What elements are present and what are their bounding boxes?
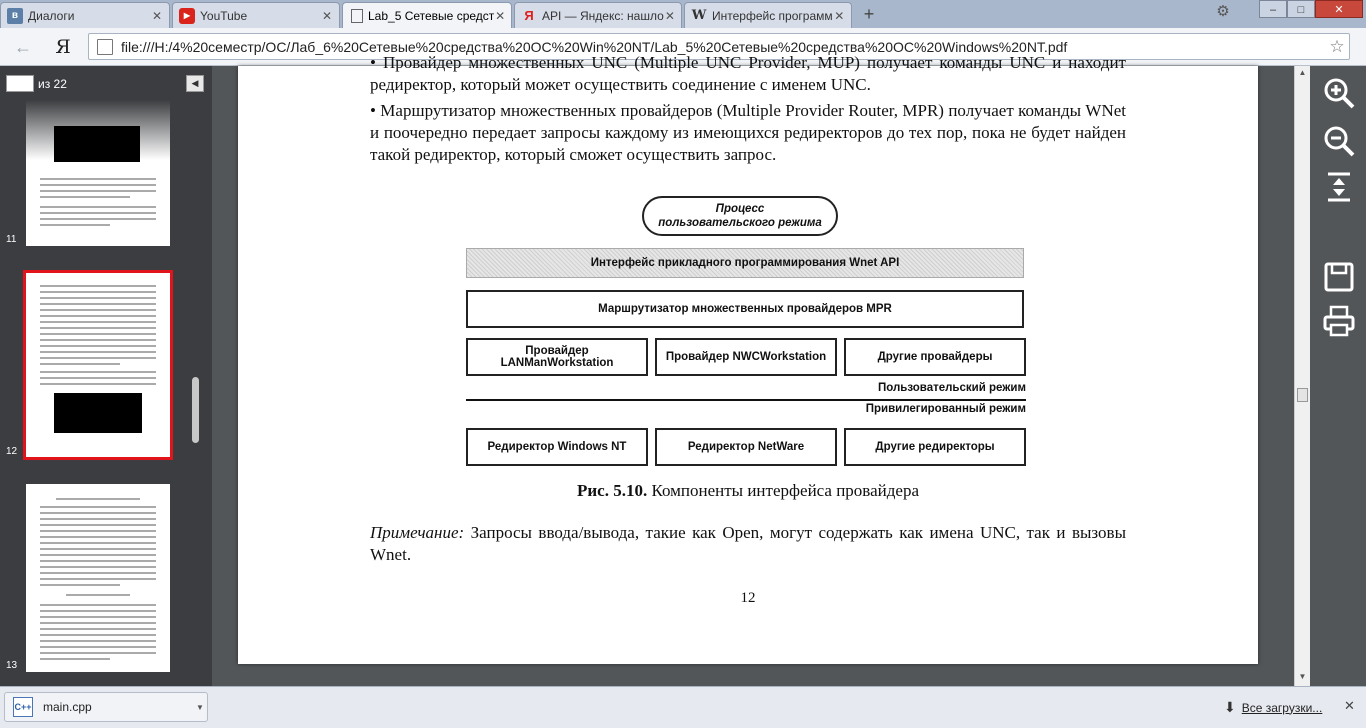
diagram-redirector-box: Редиректор NetWare — [655, 428, 837, 466]
page-icon — [97, 39, 113, 55]
close-download-bar-icon[interactable]: ✕ — [1344, 698, 1355, 713]
diagram-redirector-box: Другие редиректоры — [844, 428, 1026, 466]
page-number-input[interactable] — [6, 75, 34, 92]
diagram-redirector-box: Редиректор Windows NT — [466, 428, 648, 466]
settings-gear-icon[interactable]: ⚙ — [1216, 3, 1230, 20]
collapse-sidebar-button[interactable]: ◀ — [186, 75, 204, 92]
fit-to-page-icon[interactable] — [1322, 170, 1356, 204]
download-bar — [0, 686, 1366, 728]
diagram-mode-divider — [466, 399, 1026, 401]
download-item-main-cpp[interactable] — [4, 692, 208, 722]
close-tab-icon[interactable]: ✕ — [321, 8, 333, 23]
tab-youtube[interactable] — [172, 2, 340, 28]
page-navigator — [6, 75, 67, 92]
diagram-wnet-api-box: Интерфейс прикладного программирования Wnet API — [466, 248, 1024, 278]
yandex-button[interactable]: Я — [55, 36, 71, 58]
url-text[interactable]: file:///H:/4%20семестр/ОС/Лаб_6%20Сетевые%20средства%20ОС%20Win%20NT/Lab_5%20Сетевые%20средства%20ОС%20Windows%20NT.pdf — [121, 38, 1068, 55]
note-paragraph — [370, 522, 1126, 566]
youtube-icon: ▶ — [179, 8, 195, 24]
close-tab-icon[interactable]: ✕ — [495, 9, 506, 23]
save-icon[interactable] — [1322, 260, 1356, 294]
note-text: Запросы ввода/вывода, такие как Open, могут содержать как имена UNC, так и вызовы Wnet. — [370, 523, 1126, 564]
vk-icon: в — [7, 8, 23, 24]
diagram-process-line2: пользовательского режима — [658, 217, 822, 229]
scroll-thumb[interactable] — [1297, 388, 1308, 402]
tab-label: Интерфейс программ — [712, 8, 833, 23]
diagram-kernel-mode-label: Привилегированный режим — [865, 403, 1026, 415]
tab-dialogs[interactable] — [0, 2, 170, 28]
thumbnail-pane — [0, 66, 212, 686]
diagram-process-box — [642, 196, 838, 236]
zoom-in-icon[interactable] — [1322, 76, 1356, 110]
back-arrow-icon[interactable]: ← — [14, 37, 32, 57]
thumbnail-scrollbar[interactable] — [192, 377, 199, 443]
diagram-provider-box: Провайдер LANManWorkstation — [466, 338, 648, 376]
diagram-provider-box: Другие провайдеры — [844, 338, 1026, 376]
tab-label: API — Яндекс: нашло — [542, 8, 664, 23]
thumbnail-number: 11 — [6, 234, 17, 245]
page-thumbnail-11[interactable] — [26, 100, 170, 246]
minimize-button[interactable]: ‒ — [1259, 0, 1287, 18]
diagram-process-line1: Процесс — [715, 203, 765, 215]
thumbnail-number: 13 — [6, 660, 18, 671]
tab-label: YouTube — [200, 8, 248, 23]
tab-strip — [0, 0, 1366, 28]
print-icon[interactable] — [1322, 304, 1356, 338]
yandex-icon: Я — [524, 8, 534, 23]
all-downloads-label: Все загрузки... — [1241, 700, 1323, 715]
page-number: 12 — [740, 590, 756, 606]
close-tab-icon[interactable]: ✕ — [151, 8, 163, 23]
tab-label: Lab_5 Сетевые средст — [368, 9, 495, 23]
wikipedia-icon: W — [691, 8, 707, 23]
zoom-out-icon[interactable] — [1322, 124, 1356, 158]
caption-number: Рис. 5.10. — [576, 481, 648, 500]
figure-caption — [238, 481, 1258, 501]
pdf-viewer — [0, 53, 1366, 686]
page-thumbnail-12[interactable] — [26, 273, 170, 457]
download-arrow-icon: ⬇ — [1224, 699, 1236, 715]
tab-wikipedia[interactable] — [684, 2, 852, 28]
tab-yandex-api[interactable] — [514, 2, 682, 28]
paragraph-mup: • Провайдер множественных UNC (Multiple UNC Provider, MUP) получает команды UNC и находит редиректор, который может осуществить соединение с именем UNC. — [370, 53, 1126, 94]
provider-diagram — [466, 194, 1026, 470]
maximize-button[interactable]: □ — [1287, 0, 1315, 18]
close-window-button[interactable]: ✕ — [1315, 0, 1363, 18]
tab-label: Диалоги — [28, 8, 75, 23]
cpp-file-icon: C++ — [13, 697, 33, 717]
scroll-down-arrow-icon[interactable]: ▼ — [1298, 672, 1307, 681]
pdf-page — [238, 53, 1258, 664]
download-filename: main.cpp — [43, 700, 92, 714]
thumbnail-number: 12 — [6, 446, 18, 457]
diagram-user-mode-label: Пользовательский режим — [877, 382, 1026, 394]
document-icon — [351, 9, 363, 23]
bookmark-star-icon[interactable]: ☆ — [1329, 36, 1345, 56]
pdf-tools-panel — [1312, 66, 1366, 686]
close-tab-icon[interactable]: ✕ — [834, 8, 845, 23]
scroll-up-arrow-icon[interactable]: ▲ — [1298, 68, 1307, 77]
all-downloads-link[interactable] — [1224, 699, 1322, 716]
tab-lab5-pdf[interactable] — [342, 2, 512, 29]
paragraph-mpr: • Маршрутизатор множественных провайдеров (Multiple Provider Router, MPR) получает команды WNet и поочередно передает запросы каждому из имеющихся редиректоров до тех пор, пока не будет найден такой редиректор, который сможет осуществить запрос. — [370, 101, 1126, 164]
close-tab-icon[interactable]: ✕ — [664, 8, 675, 23]
chevron-down-icon[interactable]: ▼ — [196, 702, 204, 712]
note-label: Примечание: — [370, 523, 465, 542]
diagram-mpr-box: Маршрутизатор множественных провайдеров MPR — [466, 290, 1024, 328]
page-total-label: из 22 — [38, 76, 67, 91]
document-scrollbar[interactable] — [1294, 66, 1310, 686]
page-thumbnail-13[interactable] — [26, 484, 170, 672]
diagram-provider-box: Провайдер NWCWorkstation — [655, 338, 837, 376]
new-tab-button[interactable]: + — [863, 4, 875, 24]
caption-text: Компоненты интерфейса провайдера — [647, 481, 919, 500]
